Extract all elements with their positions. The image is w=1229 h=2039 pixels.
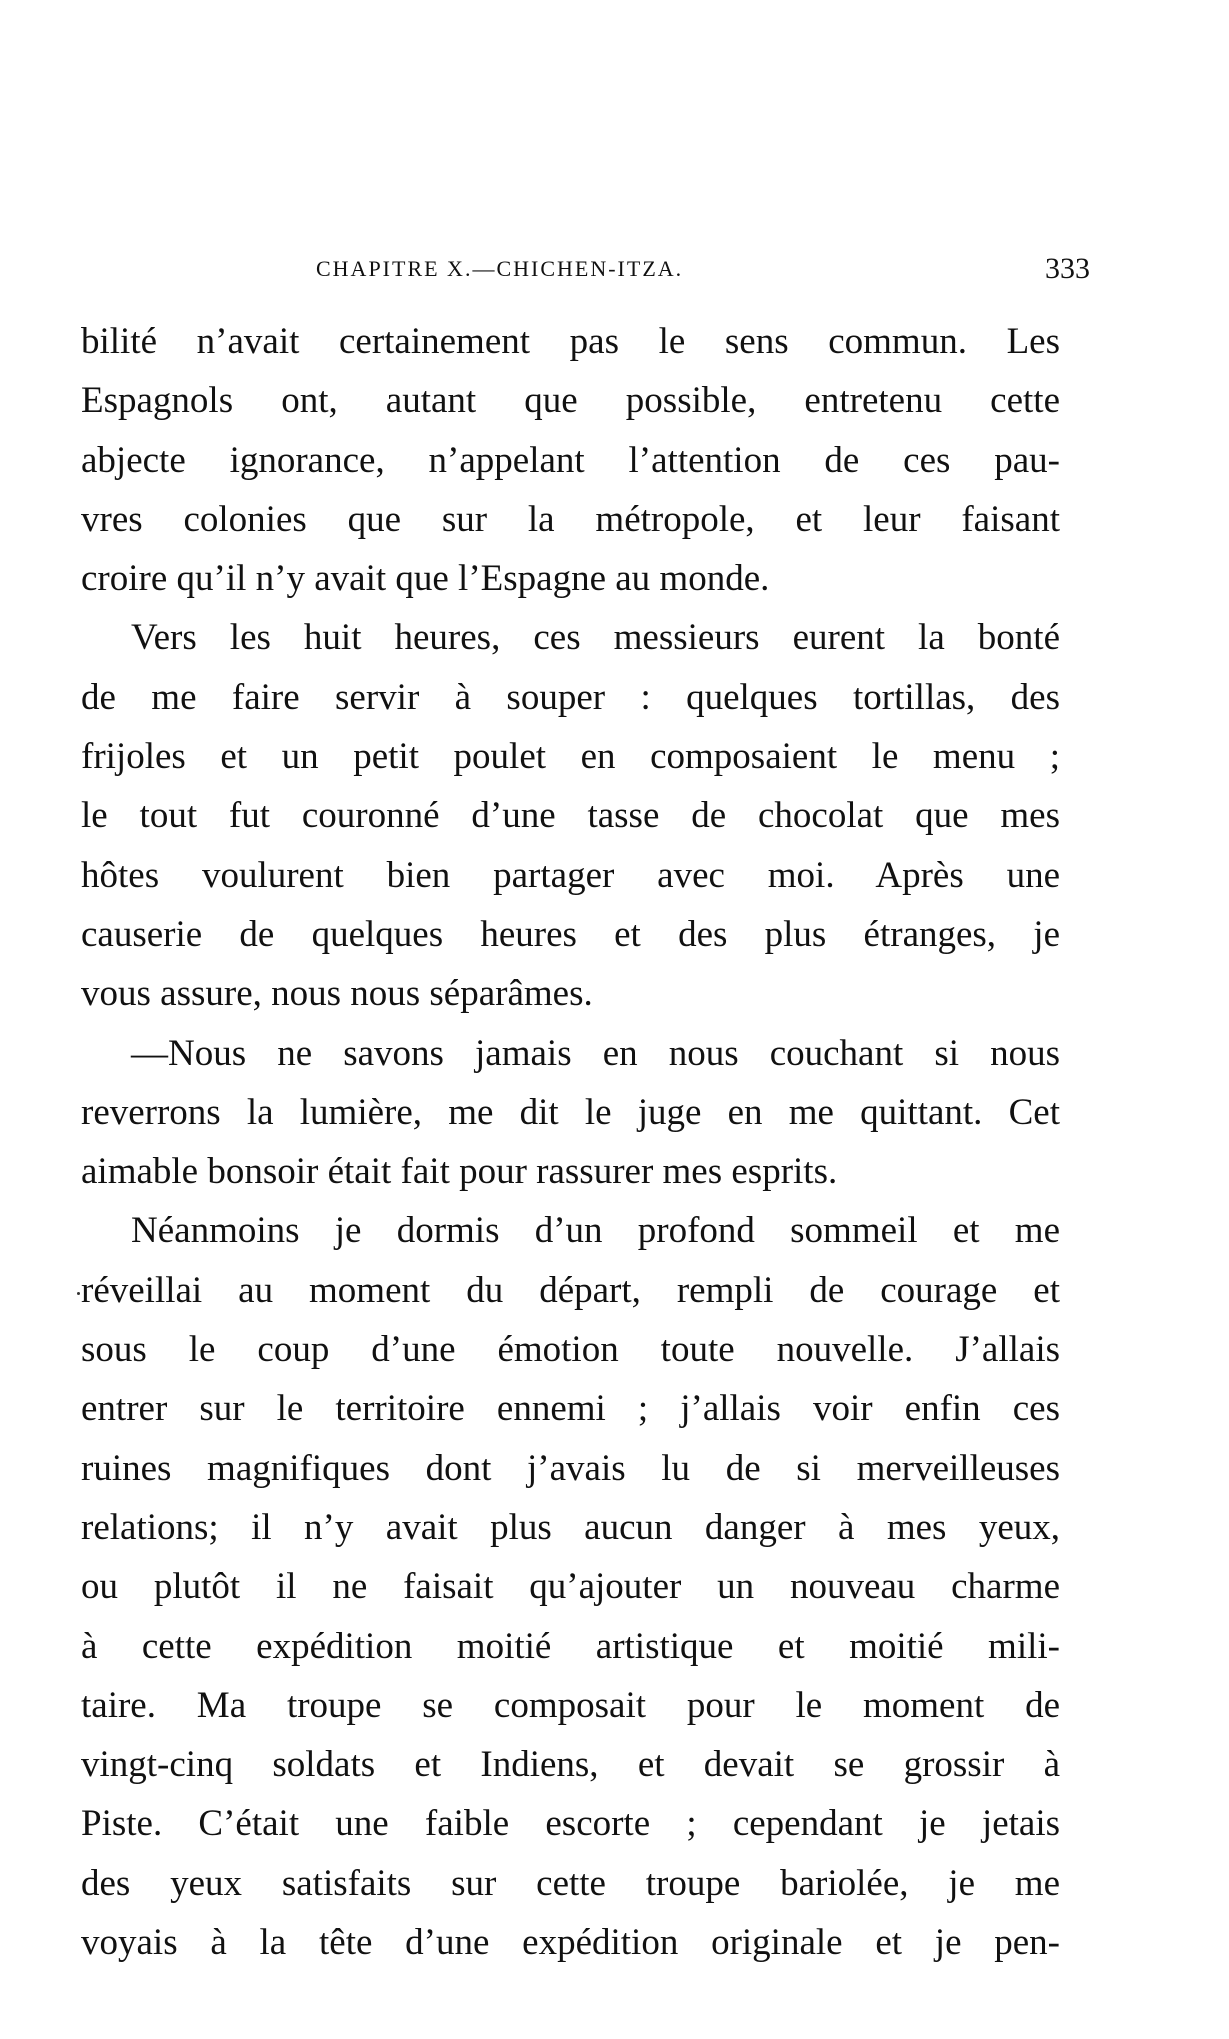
running-title: CHAPITRE X.—CHICHEN-ITZA. [316, 256, 684, 281]
text-line: Piste. C’était une faible escorte ; cependant je jetais [81, 1803, 1060, 1845]
page-body-text [81, 312, 1060, 1972]
text-line: sous le coup d’une émotion toute nouvelle. J’allais [81, 1329, 1060, 1371]
text-line: à cette expédition moitié artistique et moitié mili- [81, 1625, 1060, 1667]
text-line: réveillai au moment du départ, rempli de courage et [81, 1269, 1060, 1311]
text-line: aimable bonsoir était fait pour rassurer mes esprits. [81, 1151, 838, 1193]
text-line: —Nous ne savons jamais en nous couchant si nous [131, 1032, 1060, 1074]
text-line: Vers les huit heures, ces messieurs eurent la bonté [131, 617, 1060, 659]
text-line: ruines magnifiques dont j’avais lu de si merveilleuses [81, 1447, 1060, 1489]
text-line: reverrons la lumière, me dit le juge en me quittant. Cet [81, 1091, 1060, 1133]
text-line: taire. Ma troupe se composait pour le moment de [81, 1684, 1060, 1726]
text-line: vous assure, nous nous séparâmes. [81, 973, 593, 1015]
text-line: vingt-cinq soldats et Indiens, et devait se grossir à [81, 1744, 1060, 1786]
text-line: vres colonies que sur la métropole, et leur faisant [81, 498, 1060, 540]
text-line: des yeux satisfaits sur cette troupe bariolée, je me [81, 1862, 1060, 1904]
text-line: Néanmoins je dormis d’un profond sommeil et me [131, 1210, 1060, 1252]
text-line: croire qu’il n’y avait que l’Espagne au monde. [81, 558, 770, 600]
text-line: frijoles et un petit poulet en composaient le menu ; [81, 736, 1060, 778]
text-line: relations; il n’y avait plus aucun danger à mes yeux, [81, 1506, 1060, 1548]
page-number: 333 [1045, 252, 1090, 285]
text-line: bilité n’avait certainement pas le sens commun. Les [81, 321, 1060, 362]
print-speck [77, 1292, 80, 1295]
text-line: voyais à la tête d’une expédition originale et je pen- [81, 1922, 1060, 1964]
text-line: ou plutôt il ne faisait qu’ajouter un nouveau charme [81, 1566, 1060, 1608]
text-line: causerie de quelques heures et des plus étranges, je [81, 913, 1060, 955]
text-line: le tout fut couronné d’une tasse de chocolat que mes [81, 795, 1060, 837]
text-line: hôtes voulurent bien partager avec moi. Après une [81, 854, 1060, 896]
running-header [81, 252, 1090, 296]
text-line: Espagnols ont, autant que possible, entretenu cette [81, 380, 1060, 422]
text-line: entrer sur le territoire ennemi ; j’allais voir enfin ces [81, 1388, 1060, 1430]
text-line: de me faire servir à souper : quelques tortillas, des [81, 676, 1060, 718]
text-line: abjecte ignorance, n’appelant l’attention de ces pau- [81, 439, 1060, 481]
